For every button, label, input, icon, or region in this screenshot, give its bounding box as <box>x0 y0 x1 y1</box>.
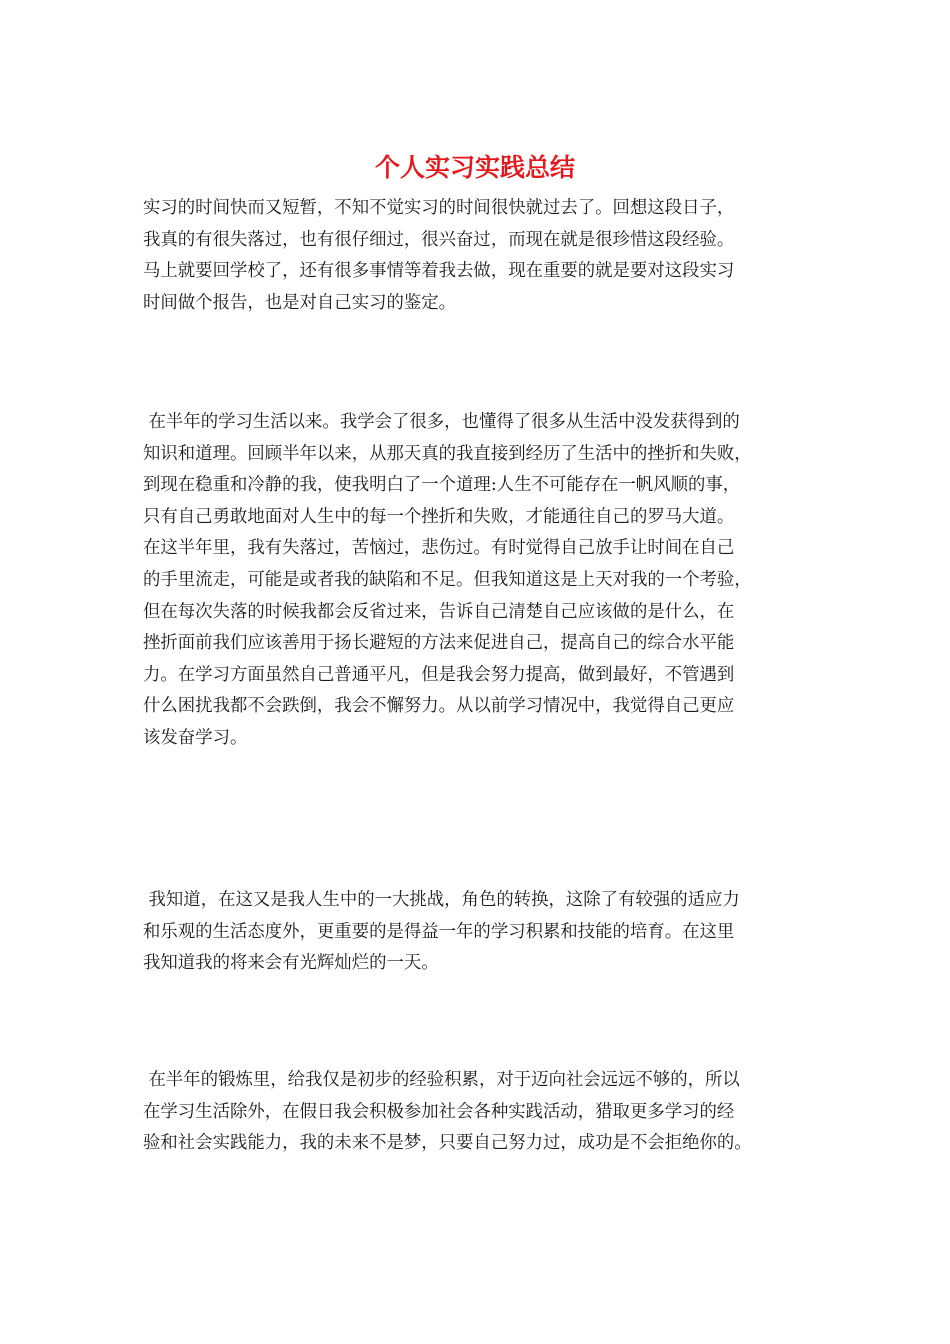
paragraph-line: 我知道我的将来会有光辉灿烂的一天。 <box>143 953 439 974</box>
paragraph-line: 时间做个报告，也是对自己实习的鉴定。 <box>143 292 457 313</box>
paragraph-line: 我真的有很失落过，也有很仔细过，很兴奋过，而现在就是很珍惜这段经验。 <box>143 229 735 250</box>
paragraph-line: 知识和道理。回顾半年以来，从那天真的我直接到经历了生活中的挫折和失败， <box>143 443 752 464</box>
paragraph-line: 力。在学习方面虽然自己普通平凡，但是我会努力提高，做到最好，不管遇到 <box>143 664 735 685</box>
paragraph-line: 挫折面前我们应该善用于扬长避短的方法来促进自己，提高自己的综合水平能 <box>143 633 735 654</box>
paragraph-4 <box>143 1065 813 1160</box>
paragraph-line: 实习的时间快而又短暂，不知不觉实习的时间很快就过去了。回想这段日子， <box>143 198 735 218</box>
paragraph-3 <box>143 885 813 980</box>
paragraph-line: 在半年的锻炼里，给我仅是初步的经验积累，对于迈向社会远远不够的，所以 <box>143 1070 740 1090</box>
paragraph-line: 我知道，在这又是我人生中的一大挑战，角色的转换，这除了有较强的适应力 <box>143 890 740 910</box>
paragraph-line: 在学习生活除外，在假日我会积极参加社会各种实践活动，猎取更多学习的经 <box>143 1101 735 1122</box>
document-title: 个人实习实践总结 <box>374 153 575 182</box>
paragraph-line: 什么困扰我都不会跌倒，我会不懈努力。从以前学习情况中，我觉得自己更应 <box>143 696 735 717</box>
paragraph-2 <box>143 407 813 755</box>
paragraph-line: 验和社会实践能力，我的未来不是梦，只要自己努力过，成功是不会拒绝你的。 <box>143 1133 752 1154</box>
paragraph-line: 到现在稳重和冷静的我，使我明白了一个道理:人生不可能存在一帆风顺的事， <box>143 475 741 496</box>
paragraph-line: 在这半年里，我有失落过，苦恼过，悲伤过。有时觉得自己放手让时间在自己 <box>143 538 735 559</box>
paragraph-line: 在半年的学习生活以来。我学会了很多，也懂得了很多从生活中没发获得到的 <box>143 412 740 432</box>
paragraph-line: 该发奋学习。 <box>143 727 248 748</box>
paragraph-line: 马上就要回学校了，还有很多事情等着我去做，现在重要的就是要对这段实习 <box>143 261 735 282</box>
paragraph-line: 只有自己勇敢地面对人生中的每一个挫折和失败，才能通往自己的罗马大道。 <box>143 506 735 527</box>
paragraph-line: 和乐观的生活态度外，更重要的是得益一年的学习积累和技能的培育。在这里 <box>143 921 735 942</box>
paragraph-line: 的手里流走，可能是或者我的缺陷和不足。但我知道这是上天对我的一个考验， <box>143 569 752 590</box>
paragraph-line: 但在每次失落的时候我都会反省过来，告诉自己清楚自己应该做的是什么，在 <box>143 601 735 622</box>
paragraph-1 <box>143 193 813 319</box>
